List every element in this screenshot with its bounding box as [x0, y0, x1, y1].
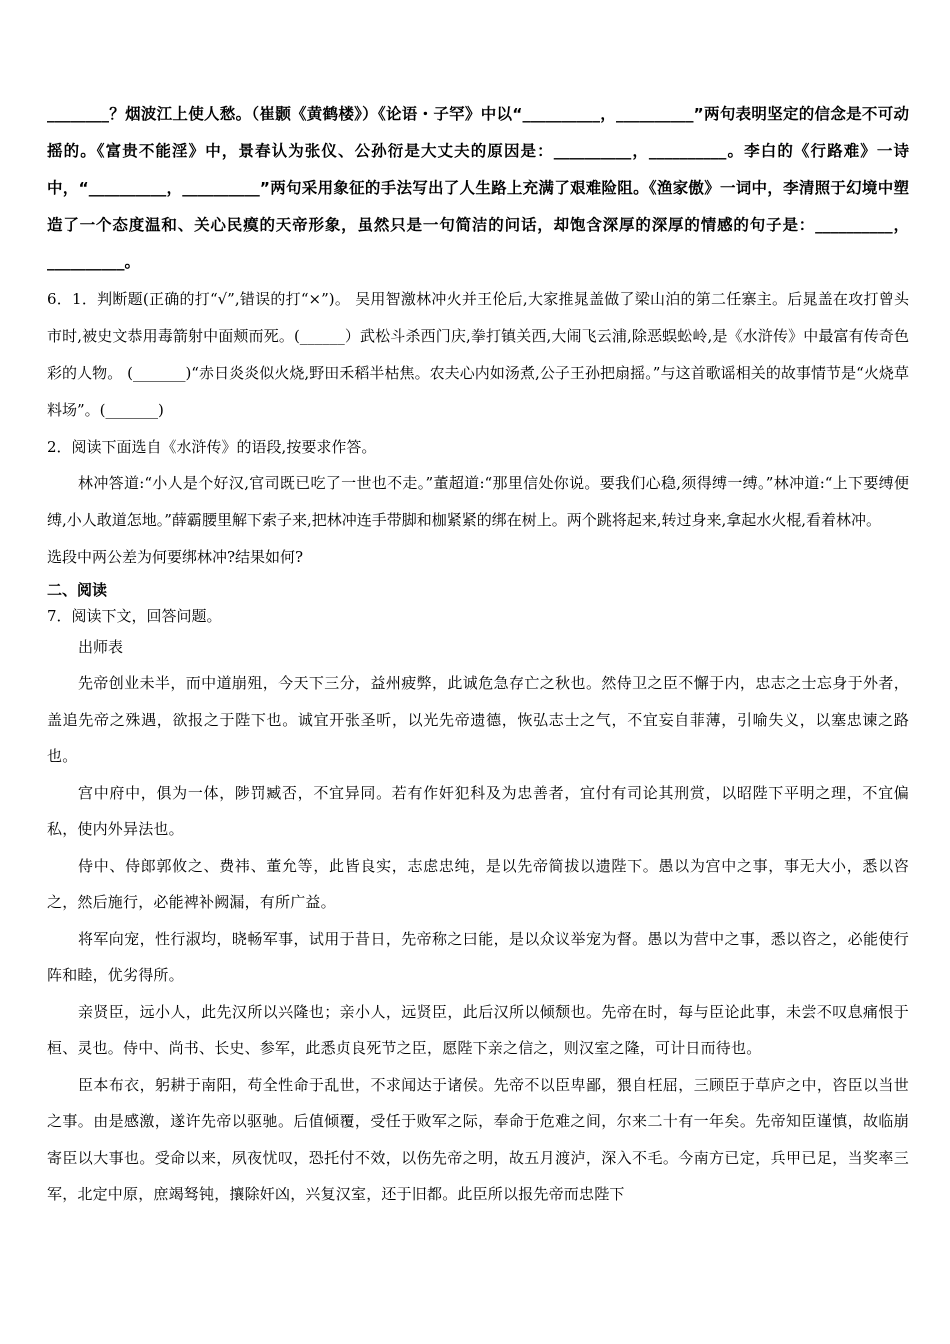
- passage-paragraph: 侍中、侍郎郭攸之、费祎、董允等，此皆良实，志虑忠纯，是以先帝简拔以遗陛下。愚以为宫中之事，事无大小，悉以咨之，然后施行，必能裨补阙漏，有所广益。: [47, 856, 909, 911]
- question-6-part-2-prompt: 2．阅读下面选自《水浒传》的语段,按要求作答。: [47, 438, 377, 456]
- question-7-prompt: 7．阅读下文，回答问题。: [47, 607, 222, 625]
- exam-page: [47, 96, 909, 1213]
- passage-paragraph: 先帝创业未半，而中道崩殂，今天下三分，益州疲弊，此诚危急存亡之秋也。然侍卫之臣不懈于内，忠志之士忘身于外者，盖追先帝之殊遇，欲报之于陛下也。诚宜开张圣听，以光先帝遗德，恢弘志士之气，不宜妄自菲薄，引喻失义，以塞忠谏之路也。: [47, 674, 909, 765]
- passage-paragraph: 亲贤臣，远小人，此先汉所以兴隆也；亲小人，远贤臣，此后汉所以倾颓也。先帝在时，每与臣论此事，未尝不叹息痛恨于桓、灵也。侍中、尚书、长史、参军，此悉贞良死节之臣，愿陛下亲之信之，则汉室之隆，可计日而待也。: [47, 1002, 909, 1057]
- question-6-judgement: 6．1．判断题(正确的打“√”,错误的打“×”)。 吴用智激林冲火并王伦后,大家推晁盖做了梁山泊的第二任寨主。后晁盖在攻打曾头市时,被史文恭用毒箭射中面颊而死。(______）武松斗杀西门庆,拳打镇关西,大闹飞云浦,除恶蜈蚣岭,是《水浒传》中最富有传奇色彩的人物。 (_______)“赤日炎炎似火烧,野田禾稻半枯焦。农夫心内如汤煮,公子王孙把扇摇。”与这首歌谣相关的故事情节是“火烧草料场”。(_______): [47, 290, 909, 419]
- water-margin-excerpt: 林冲答道:“小人是个好汉,官司既已吃了一世也不走。”董超道:“那里信处你说。要我们心稳,须得缚一缚。”林冲道:“上下要缚便缚,小人敢道怎地。”薛霸腰里解下索子来,把林冲连手带脚和枷紧紧的绑在树上。两个跳将起来,转过身来,拿起水火棍,看着林冲。: [47, 474, 909, 529]
- passage-paragraph: 将军向宠，性行淑均，晓畅军事，试用于昔日，先帝称之曰能，是以众议举宠为督。愚以为营中之事，悉以咨之，必能使行阵和睦，优劣得所。: [47, 929, 909, 984]
- section-heading-reading: 二、阅读: [47, 581, 108, 599]
- fill-blank-paragraph: ________？烟波江上使人愁。（崔颢《黄鹤楼》）《论语・子罕》中以“__________，__________”两句表明坚定的信念是不可动摇的。《富贵不能淫》中，景春认为张仪、公孙衍是大丈夫的原因是：__________，__________。李白的《行路难》一诗中，“__________，__________”两句采用象征的手法写出了人生路上充满了艰难险阻。《渔家傲》一词中，李清照于幻境中塑造了一个态度温和、关心民瘼的天帝形象，虽然只是一句简洁的问话，却饱含深厚的深厚的情感的句子是：__________，__________。: [47, 105, 909, 271]
- passage-title: 出师表: [78, 638, 124, 656]
- passage-paragraph: 臣本布衣，躬耕于南阳，苟全性命于乱世，不求闻达于诸侯。先帝不以臣卑鄙，猥自枉屈，三顾臣于草庐之中，咨臣以当世之事。由是感激，遂许先帝以驱驰。后值倾覆，受任于败军之际，奉命于危难之间，尔来二十有一年矣。先帝知臣谨慎，故临崩寄臣以大事也。受命以来，夙夜忧叹，恐托付不效，以伤先帝之明，故五月渡泸，深入不毛。今南方已定，兵甲已足，当奖率三军，北定中原，庶竭驽钝，攘除奸凶，兴复汉室，还于旧都。此臣所以报先帝而忠陛下: [47, 1075, 909, 1203]
- passage-paragraph: 宫中府中，俱为一体，陟罚臧否，不宜异同。若有作奸犯科及为忠善者，宜付有司论其刑赏，以昭陛下平明之理，不宜偏私，使内外异法也。: [47, 783, 909, 838]
- question-6-part-2-question: 选段中两公差为何要绑林冲?结果如何?: [47, 548, 304, 566]
